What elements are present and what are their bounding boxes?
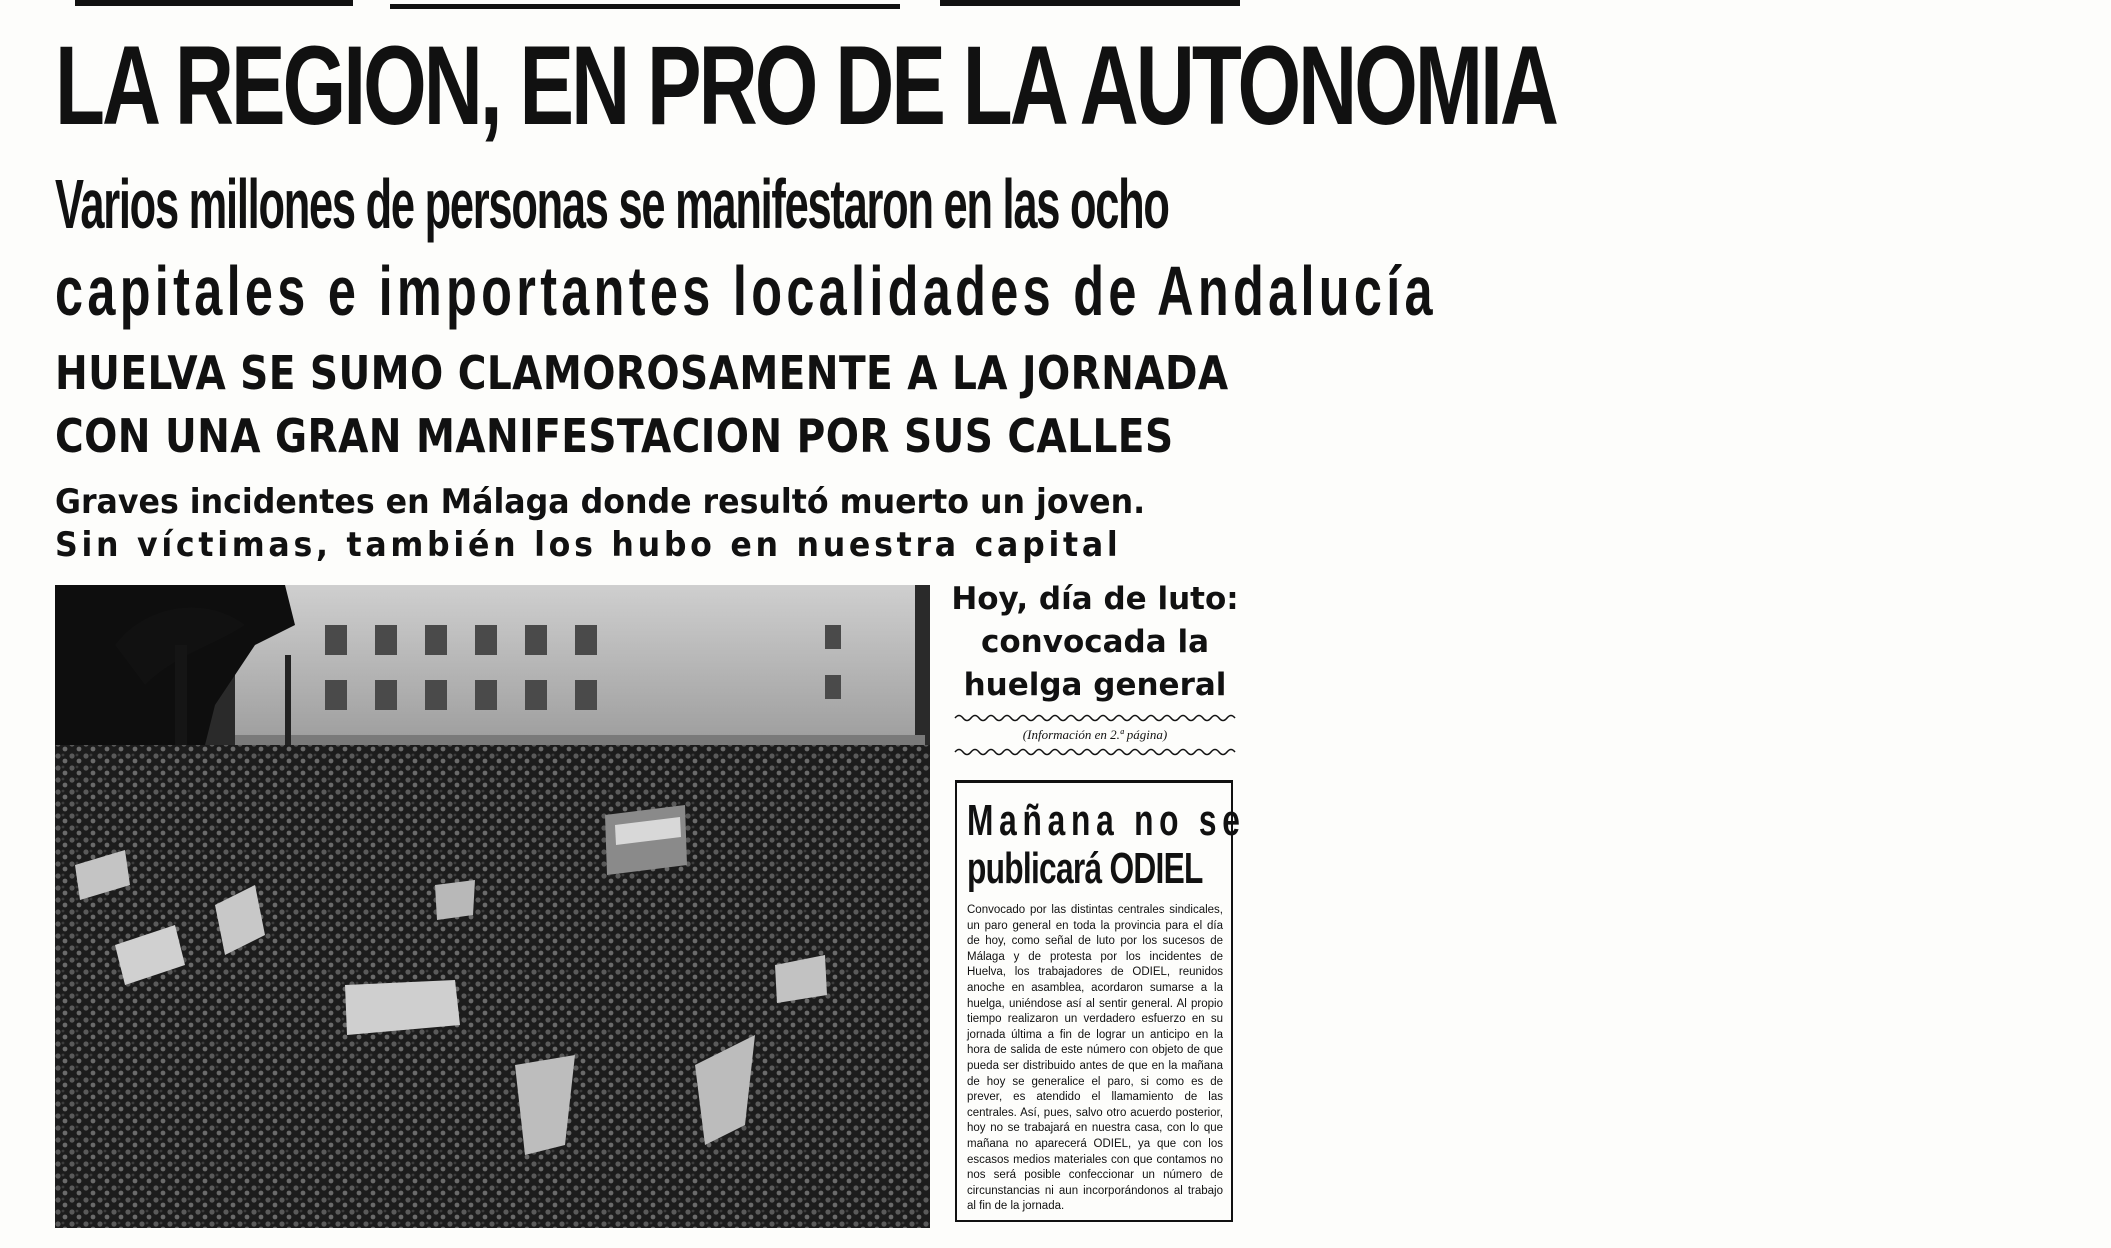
main-headline	[55, 23, 1557, 148]
deck-line-2	[55, 408, 1240, 464]
strike-notice-line: convocada la	[981, 624, 1209, 660]
wavy-rule-top	[955, 713, 1235, 723]
subdeck-line-1-text: Graves incidentes en Málaga donde resultó muerto un joven.	[55, 482, 1146, 522]
publication-notice-box	[955, 780, 1246, 1222]
subheadline-line-2-text: capitales e importantes localidades de Andalucía	[55, 252, 1437, 330]
wavy-rule-bottom	[955, 747, 1235, 757]
box-title-line: publicará ODIEL	[967, 844, 1203, 893]
box-title	[967, 796, 1246, 897]
subheadline-line-1-text: Varios millones de personas se manifestaron en las ocho	[55, 165, 1169, 243]
subdeck-line-2-text: Sin víctimas, también los hubo en nuestra capital	[55, 525, 1122, 565]
strike-notice-line: Hoy, día de luto:	[951, 581, 1239, 617]
deck-line-2-text: CON UNA GRAN MANIFESTACION POR SUS CALLES	[55, 409, 1174, 463]
deck-line-1	[55, 345, 1240, 401]
top-rule-left	[75, 0, 353, 6]
subdeck-line-2	[55, 523, 1245, 567]
crowd-photo	[55, 585, 930, 1228]
subheadline-line-2	[55, 252, 1437, 330]
box-body-text: Convocado por las distintas centrales sindicales, un paro general en toda la provincia para el día de hoy, como señal de luto por los sucesos de Málaga y de protesta por los incidentes de Huelva, los trabajadores de ODIEL, reunidos anoche en asamblea, acordaron sumarse a la huelga, uniéndose así al sentir general. Al propio tiempo realizaron un verdadero esfuerzo en su jornada última a fin de lograr un anticipo en la hora de salida de este número con objeto de que pueda ser distribuido antes de que en la mañana de hoy se generalice el paro, si como es de prever, es atendido el llamamiento de las centrales. Así, pues, salvo otro acuerdo posterior, hoy no se trabajará en nuestra casa, con lo que mañana no aparecerá ODIEL, ya que con los escasos medios materiales con que contamos no nos será posible confeccionar un número de circunstancias ni aun incorporándonos al trabajo al fin de la jornada.	[967, 904, 1223, 1213]
deck-line-1-text: HUELVA SE SUMO CLAMOROSAMENTE A LA JORNADA	[55, 346, 1229, 400]
main-headline-text: LA REGION, EN PRO DE LA AUTONOMIA	[55, 23, 1557, 148]
top-rule-center	[390, 4, 900, 9]
strike-notice-line: huelga general	[963, 667, 1227, 703]
strike-notice	[950, 578, 1240, 707]
box-title-line: Mañana no se	[967, 796, 1246, 845]
top-rule-right	[940, 0, 1240, 6]
info-reference: (Información en 2.ª página)	[1022, 727, 1168, 742]
subheadline-line-1	[55, 165, 1240, 243]
subdeck-line-1	[55, 480, 1245, 524]
